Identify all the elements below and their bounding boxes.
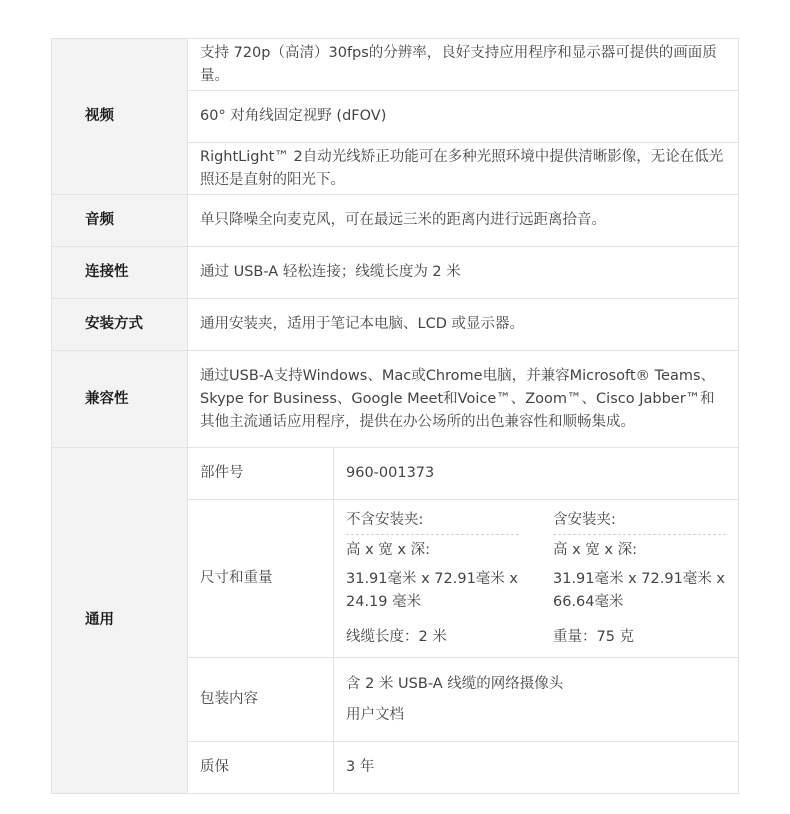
video-resolution: 支持 720p（高清）30fps的分辨率，良好支持应用程序和显示器可提供的画面质量。 (188, 39, 739, 91)
connectivity-value: 通过 USB-A 轻松连接；线缆长度为 2 米 (188, 247, 739, 299)
with-clip-dims-label: 高 x 宽 x 深: (553, 541, 637, 558)
weight: 重量：75 克 (553, 628, 635, 645)
compatibility-value: 通过USB-A支持Windows、Mac或Chrome电脑，并兼容Microsoft® Teams、Skype for Business、Google Meet和Voice™、Zoom™、Cisco Jabber™和其他主流通话应用程序，提供在办公场所的出色兼容性和顺畅集成。 (188, 351, 739, 448)
category-video: 视频 (52, 39, 188, 195)
with-clip-heading: 含安装夹: (553, 509, 726, 535)
video-fov: 60° 对角线固定视野 (dFOV) (188, 91, 739, 143)
dimensions-value (334, 500, 739, 658)
warranty-label: 质保 (188, 742, 334, 794)
category-mounting: 安装方式 (52, 299, 188, 351)
warranty-value: 3 年 (334, 742, 739, 794)
without-clip-dims-label: 高 x 宽 x 深: (346, 541, 430, 558)
category-general: 通用 (52, 448, 188, 794)
dimensions-with-clip (553, 509, 726, 649)
category-compatibility: 兼容性 (52, 351, 188, 448)
part-number-value: 960-001373 (334, 448, 739, 500)
audio-value: 单只降噪全向麦克风，可在最远三米的距离内进行远距离拾音。 (188, 195, 739, 247)
package-item: 用户文档 (346, 706, 404, 723)
part-number-label: 部件号 (188, 448, 334, 500)
package-item: 含 2 米 USB-A 线缆的网络摄像头 (346, 675, 564, 692)
category-audio: 音频 (52, 195, 188, 247)
without-clip-heading: 不含安装夹: (346, 509, 519, 535)
dimensions-label: 尺寸和重量 (188, 500, 334, 658)
mounting-value: 通用安装夹，适用于笔记本电脑、LCD 或显示器。 (188, 299, 739, 351)
package-contents (334, 658, 739, 742)
without-clip-dims-value: 31.91毫米 x 72.91毫米 x 24.19 毫米 (346, 570, 519, 610)
category-connectivity: 连接性 (52, 247, 188, 299)
with-clip-dims-value: 31.91毫米 x 72.91毫米 x 66.64毫米 (553, 570, 726, 610)
cable-length: 线缆长度：2 米 (346, 628, 447, 645)
package-label: 包装内容 (188, 658, 334, 742)
dimensions-without-clip (346, 509, 519, 649)
video-rightlight: RightLight™ 2自动光线矫正功能可在多种光照环境中提供清晰影像，无论在低光照还是直射的阳光下。 (188, 143, 739, 195)
spec-table (51, 38, 739, 794)
